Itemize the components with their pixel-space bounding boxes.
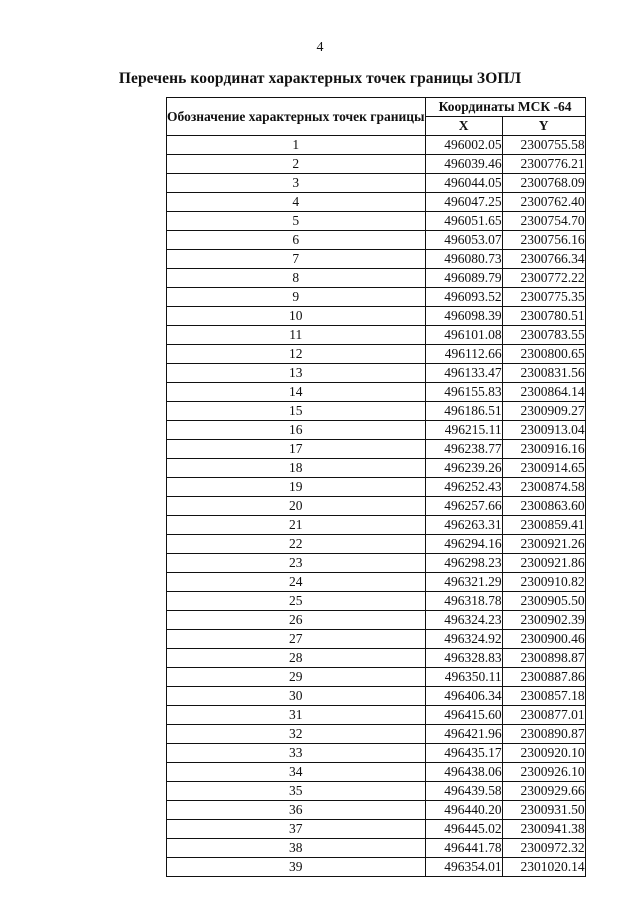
y-coordinate-cell: 2300874.58 (502, 478, 585, 497)
y-coordinate-cell: 2300775.35 (502, 288, 585, 307)
x-coordinate-cell: 496324.92 (425, 630, 502, 649)
x-coordinate-cell: 496263.31 (425, 516, 502, 535)
point-number-cell: 5 (167, 212, 426, 231)
table-row (167, 307, 586, 326)
table-row (167, 782, 586, 801)
y-coordinate-cell: 2300914.65 (502, 459, 585, 478)
x-coordinate-cell: 496215.11 (425, 421, 502, 440)
table-row (167, 440, 586, 459)
x-coordinate-cell: 496406.34 (425, 687, 502, 706)
y-coordinate-cell: 2300776.21 (502, 155, 585, 174)
y-coordinate-cell: 2300831.56 (502, 364, 585, 383)
y-coordinate-cell: 2300783.55 (502, 326, 585, 345)
x-coordinate-cell: 496080.73 (425, 250, 502, 269)
y-coordinate-cell: 2300910.82 (502, 573, 585, 592)
y-coordinate-cell: 2300929.66 (502, 782, 585, 801)
point-number-cell: 27 (167, 630, 426, 649)
header-x: X (425, 117, 502, 136)
x-coordinate-cell: 496112.66 (425, 345, 502, 364)
x-coordinate-cell: 496093.52 (425, 288, 502, 307)
point-number-cell: 37 (167, 820, 426, 839)
y-coordinate-cell: 2300772.22 (502, 269, 585, 288)
y-coordinate-cell: 2300756.16 (502, 231, 585, 250)
x-coordinate-cell: 496044.05 (425, 174, 502, 193)
coordinates-table (166, 97, 586, 877)
table-row (167, 326, 586, 345)
x-coordinate-cell: 496440.20 (425, 801, 502, 820)
point-number-cell: 32 (167, 725, 426, 744)
x-coordinate-cell: 496133.47 (425, 364, 502, 383)
page-title: Перечень координат характерных точек границы ЗОПЛ (118, 70, 522, 87)
table-row (167, 402, 586, 421)
table-row (167, 269, 586, 288)
y-coordinate-cell: 2300900.46 (502, 630, 585, 649)
point-number-cell: 29 (167, 668, 426, 687)
y-coordinate-cell: 2300890.87 (502, 725, 585, 744)
x-coordinate-cell: 496239.26 (425, 459, 502, 478)
y-coordinate-cell: 2300941.38 (502, 820, 585, 839)
table-row (167, 611, 586, 630)
point-number-cell: 20 (167, 497, 426, 516)
x-coordinate-cell: 496438.06 (425, 763, 502, 782)
y-coordinate-cell: 2300913.04 (502, 421, 585, 440)
table-row (167, 288, 586, 307)
point-number-cell: 8 (167, 269, 426, 288)
table-row (167, 687, 586, 706)
x-coordinate-cell: 496101.08 (425, 326, 502, 345)
y-coordinate-cell: 2300921.86 (502, 554, 585, 573)
table-header (167, 98, 586, 136)
point-number-cell: 7 (167, 250, 426, 269)
point-number-cell: 22 (167, 535, 426, 554)
x-coordinate-cell: 496252.43 (425, 478, 502, 497)
table-row (167, 459, 586, 478)
x-coordinate-cell: 496047.25 (425, 193, 502, 212)
point-number-cell: 2 (167, 155, 426, 174)
y-coordinate-cell: 2300902.39 (502, 611, 585, 630)
y-coordinate-cell: 2300916.16 (502, 440, 585, 459)
x-coordinate-cell: 496445.02 (425, 820, 502, 839)
y-coordinate-cell: 2300755.58 (502, 136, 585, 155)
x-coordinate-cell: 496421.96 (425, 725, 502, 744)
y-coordinate-cell: 2300926.10 (502, 763, 585, 782)
point-number-cell: 25 (167, 592, 426, 611)
table-row (167, 497, 586, 516)
y-coordinate-cell: 2300972.32 (502, 839, 585, 858)
point-number-cell: 10 (167, 307, 426, 326)
point-number-cell: 23 (167, 554, 426, 573)
table-row (167, 174, 586, 193)
table-row (167, 535, 586, 554)
x-coordinate-cell: 496441.78 (425, 839, 502, 858)
y-coordinate-cell: 2300887.86 (502, 668, 585, 687)
header-row-top (167, 98, 586, 117)
header-y: Y (502, 117, 585, 136)
x-coordinate-cell: 496321.29 (425, 573, 502, 592)
point-number-cell: 17 (167, 440, 426, 459)
y-coordinate-cell: 2300877.01 (502, 706, 585, 725)
point-number-cell: 24 (167, 573, 426, 592)
table-row (167, 383, 586, 402)
y-coordinate-cell: 2300754.70 (502, 212, 585, 231)
y-coordinate-cell: 2301020.14 (502, 858, 585, 877)
y-coordinate-cell: 2300762.40 (502, 193, 585, 212)
x-coordinate-cell: 496002.05 (425, 136, 502, 155)
x-coordinate-cell: 496155.83 (425, 383, 502, 402)
x-coordinate-cell: 496089.79 (425, 269, 502, 288)
table-row (167, 155, 586, 174)
table-row (167, 725, 586, 744)
point-number-cell: 3 (167, 174, 426, 193)
point-number-cell: 12 (167, 345, 426, 364)
table-row (167, 744, 586, 763)
x-coordinate-cell: 496294.16 (425, 535, 502, 554)
page-number: 4 (316, 40, 324, 55)
y-coordinate-cell: 2300909.27 (502, 402, 585, 421)
point-number-cell: 28 (167, 649, 426, 668)
point-number-cell: 36 (167, 801, 426, 820)
y-coordinate-cell: 2300905.50 (502, 592, 585, 611)
y-coordinate-cell: 2300921.26 (502, 535, 585, 554)
y-coordinate-cell: 2300768.09 (502, 174, 585, 193)
x-coordinate-cell: 496324.23 (425, 611, 502, 630)
table-row (167, 554, 586, 573)
table-row (167, 364, 586, 383)
header-point-designation: Обозначение характерных точек границы (167, 98, 426, 136)
point-number-cell: 33 (167, 744, 426, 763)
y-coordinate-cell: 2300931.50 (502, 801, 585, 820)
x-coordinate-cell: 496415.60 (425, 706, 502, 725)
y-coordinate-cell: 2300766.34 (502, 250, 585, 269)
table-row (167, 592, 586, 611)
point-number-cell: 31 (167, 706, 426, 725)
x-coordinate-cell: 496350.11 (425, 668, 502, 687)
table-row (167, 763, 586, 782)
y-coordinate-cell: 2300863.60 (502, 497, 585, 516)
y-coordinate-cell: 2300857.18 (502, 687, 585, 706)
table-row (167, 858, 586, 877)
point-number-cell: 30 (167, 687, 426, 706)
point-number-cell: 14 (167, 383, 426, 402)
point-number-cell: 1 (167, 136, 426, 155)
table-row (167, 516, 586, 535)
x-coordinate-cell: 496257.66 (425, 497, 502, 516)
point-number-cell: 21 (167, 516, 426, 535)
table-row (167, 668, 586, 687)
y-coordinate-cell: 2300898.87 (502, 649, 585, 668)
table-row (167, 478, 586, 497)
point-number-cell: 19 (167, 478, 426, 497)
point-number-cell: 13 (167, 364, 426, 383)
y-coordinate-cell: 2300859.41 (502, 516, 585, 535)
x-coordinate-cell: 496298.23 (425, 554, 502, 573)
x-coordinate-cell: 496053.07 (425, 231, 502, 250)
y-coordinate-cell: 2300780.51 (502, 307, 585, 326)
table-body (167, 136, 586, 877)
header-coordinates: Координаты МСК -64 (425, 98, 585, 117)
point-number-cell: 39 (167, 858, 426, 877)
x-coordinate-cell: 496039.46 (425, 155, 502, 174)
table-row (167, 839, 586, 858)
table-row (167, 649, 586, 668)
table-row (167, 212, 586, 231)
point-number-cell: 15 (167, 402, 426, 421)
table-row (167, 193, 586, 212)
x-coordinate-cell: 496328.83 (425, 649, 502, 668)
point-number-cell: 38 (167, 839, 426, 858)
point-number-cell: 16 (167, 421, 426, 440)
x-coordinate-cell: 496318.78 (425, 592, 502, 611)
table-row (167, 421, 586, 440)
y-coordinate-cell: 2300800.65 (502, 345, 585, 364)
point-number-cell: 18 (167, 459, 426, 478)
point-number-cell: 11 (167, 326, 426, 345)
point-number-cell: 34 (167, 763, 426, 782)
point-number-cell: 4 (167, 193, 426, 212)
y-coordinate-cell: 2300864.14 (502, 383, 585, 402)
x-coordinate-cell: 496238.77 (425, 440, 502, 459)
x-coordinate-cell: 496186.51 (425, 402, 502, 421)
x-coordinate-cell: 496435.17 (425, 744, 502, 763)
table-row (167, 573, 586, 592)
point-number-cell: 9 (167, 288, 426, 307)
table-row (167, 801, 586, 820)
y-coordinate-cell: 2300920.10 (502, 744, 585, 763)
table-row (167, 820, 586, 839)
point-number-cell: 35 (167, 782, 426, 801)
table-row (167, 630, 586, 649)
point-number-cell: 26 (167, 611, 426, 630)
point-number-cell: 6 (167, 231, 426, 250)
x-coordinate-cell: 496051.65 (425, 212, 502, 231)
x-coordinate-cell: 496439.58 (425, 782, 502, 801)
table-row (167, 136, 586, 155)
table-row (167, 706, 586, 725)
x-coordinate-cell: 496098.39 (425, 307, 502, 326)
table-row (167, 231, 586, 250)
table-row (167, 250, 586, 269)
x-coordinate-cell: 496354.01 (425, 858, 502, 877)
table-row (167, 345, 586, 364)
